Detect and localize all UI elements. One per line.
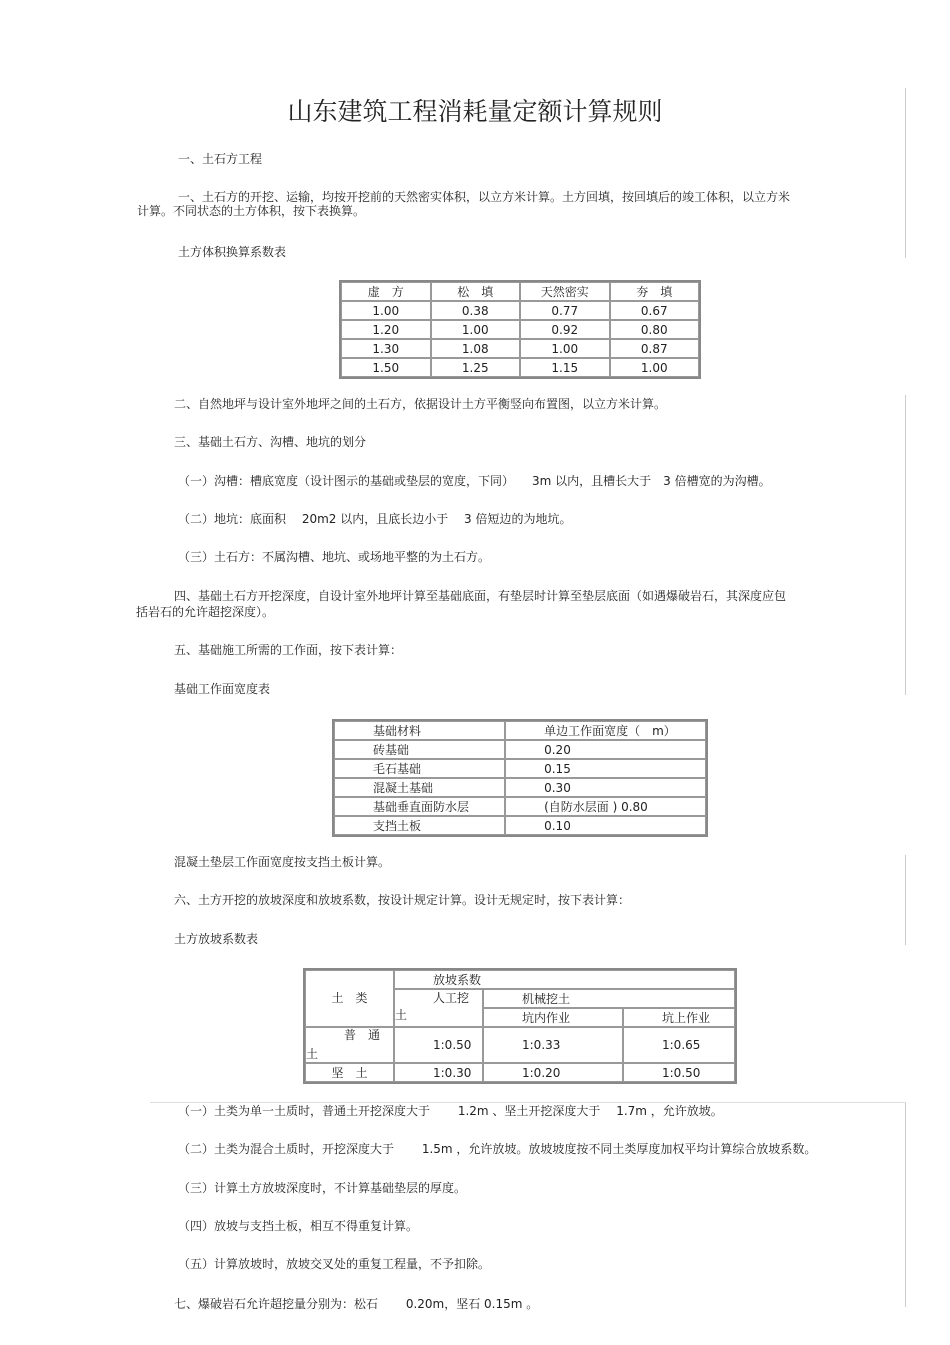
table-row: [305, 1027, 735, 1063]
table-header-cell: 坑上作业: [623, 1008, 735, 1027]
header-text: 人工挖: [433, 991, 470, 1005]
table-cell: 0.67: [610, 301, 700, 320]
table-header-cell: 夯 填: [610, 282, 700, 301]
paragraph: （二）地坑：底面积 20m2 以内，且底长边小于 3 倍短边的为地坑。: [178, 512, 572, 526]
paragraph: （四）放坡与支挡土板，相互不得重复计算。: [178, 1219, 419, 1233]
table-row: [341, 358, 699, 377]
paragraph: （五）计算放坡时，放坡交叉处的重复工程量，不予扣除。: [178, 1257, 491, 1271]
paragraph: （一）土类为单一土质时，普通土开挖深度大于 1.2m 、坚土开挖深度大于 1.7m ，允许放坡。: [178, 1104, 723, 1118]
table-header-cell: 机械挖土: [483, 989, 735, 1008]
table-cell: 支挡土板: [334, 816, 505, 835]
paragraph: 一、土石方的开挖、运输，均按开挖前的天然密实体积，以立方米计算。土方回填，按回填后的竣工体积，以立方米: [178, 190, 791, 204]
paragraph: 二、自然地坪与设计室外地坪之间的土石方，依据设计土方平衡竖向布置图，以立方米计算。: [174, 397, 667, 411]
table-cell: 1.08: [431, 339, 521, 358]
paragraph: （二）土类为混合土质时，开挖深度大于 1.5m ，允许放坡。放坡坡度按不同土类厚度加权平均计算综合放坡系数。: [178, 1142, 817, 1156]
paragraph: 四、基础土石方开挖深度，自设计室外地坪计算至基础底面，有垫层时计算至垫层底面（如遇爆破岩石，其深度应包: [174, 589, 787, 603]
table-cell: 毛石基础: [334, 759, 505, 778]
page-edge-line: [905, 1102, 906, 1307]
paragraph: 括岩石的允许超挖深度）。: [136, 605, 275, 619]
table-cell: 0.77: [520, 301, 610, 320]
table-cell: 1.15: [520, 358, 610, 377]
table-cell: 1.00: [341, 301, 431, 320]
table-cell: 1:0.65: [623, 1027, 735, 1063]
paragraph: 计算。不同状态的土方体积，按下表换算。: [137, 204, 366, 218]
header-text: 土: [395, 1008, 408, 1022]
cell-text: 普 通: [344, 1028, 381, 1042]
table-cell: 1:0.33: [483, 1027, 623, 1063]
table-cell: 1.00: [431, 320, 521, 339]
paragraph: 五、基础施工所需的工作面，按下表计算：: [174, 643, 403, 657]
table-header-cell: 松 填: [431, 282, 521, 301]
paragraph: （三）计算土方放坡深度时，不计算基础垫层的厚度。: [178, 1181, 467, 1195]
table-row: [341, 320, 699, 339]
page-edge-line: [905, 855, 906, 945]
table-cell: 0.92: [520, 320, 610, 339]
table-header-cell: 坑内作业: [483, 1008, 623, 1027]
table-row: [334, 778, 706, 797]
table-cell: (自防水层面 ) 0.80: [505, 797, 706, 816]
table-header-cell: 天然密实: [520, 282, 610, 301]
table-cell: 1.00: [610, 358, 700, 377]
table-row: [334, 740, 706, 759]
volume-conversion-table: [339, 280, 701, 379]
table-caption: 土方体积换算系数表: [178, 245, 287, 259]
work-surface-width-table: [332, 719, 708, 837]
table-header-row: [334, 721, 706, 740]
paragraph: （一）沟槽：槽底宽度（设计图示的基础或垫层的宽度，下同） 3m 以内，且槽长大于 3 倍槽宽的为沟槽。: [178, 474, 771, 488]
table-cell: 0.38: [431, 301, 521, 320]
table-caption: 土方放坡系数表: [174, 932, 259, 946]
table-cell: 1:0.50: [394, 1027, 483, 1063]
paragraph: 六、土方开挖的放坡深度和放坡系数，按设计规定计算。设计无规定时，按下表计算：: [174, 893, 631, 907]
table-cell: 1.30: [341, 339, 431, 358]
cell-text: 土: [306, 1047, 319, 1061]
table-cell: 基础垂直面防水层: [334, 797, 505, 816]
table-cell: 砖基础: [334, 740, 505, 759]
table-cell: 混凝土基础: [334, 778, 505, 797]
table-row: [341, 301, 699, 320]
table-cell: 坚 土: [305, 1063, 394, 1082]
table-cell: 0.30: [505, 778, 706, 797]
table-cell: 0.10: [505, 816, 706, 835]
table-cell: [305, 1027, 394, 1063]
table-header-cell: [394, 989, 483, 1027]
section-heading: 一、土石方工程: [178, 152, 263, 166]
table-row: [305, 1063, 735, 1082]
table-row: [341, 339, 699, 358]
paragraph: 三、基础土石方、沟槽、地坑的划分: [174, 435, 367, 449]
table-cell: 0.80: [610, 320, 700, 339]
table-row: [334, 816, 706, 835]
table-cell: 1:0.20: [483, 1063, 623, 1082]
table-cell: 0.20: [505, 740, 706, 759]
page-edge-line: [905, 395, 906, 695]
paragraph: （三）土石方：不属沟槽、地坑、或场地平整的为土石方。: [178, 550, 491, 564]
table-cell: 1:0.50: [623, 1063, 735, 1082]
table-header-cell: 放坡系数: [394, 970, 735, 989]
table-header-row: [341, 282, 699, 301]
table-header-row: [305, 989, 735, 1008]
table-header-cell: 虚 方: [341, 282, 431, 301]
table-row: [334, 797, 706, 816]
table-cell: 1.00: [520, 339, 610, 358]
table-header-cell: [305, 970, 394, 989]
slope-coefficient-table: [303, 968, 737, 1084]
table-cell: 0.15: [505, 759, 706, 778]
paragraph: 混凝土垫层工作面宽度按支挡土板计算。: [174, 855, 391, 869]
table-header-cell: 单边工作面宽度（ m）: [505, 721, 706, 740]
paragraph: 七、爆破岩石允许超挖量分别为：松石 0.20m，坚石 0.15m 。: [174, 1297, 539, 1311]
table-row: [334, 759, 706, 778]
table-cell: 1.50: [341, 358, 431, 377]
table-cell: 0.87: [610, 339, 700, 358]
table-header-row: [305, 970, 735, 989]
table-caption: 基础工作面宽度表: [174, 682, 271, 696]
table-header-cell: 基础材料: [334, 721, 505, 740]
table-cell: 1:0.30: [394, 1063, 483, 1082]
table-header-cell: 土 类: [305, 989, 394, 1027]
table-cell: 1.20: [341, 320, 431, 339]
table-cell: 1.25: [431, 358, 521, 377]
page-title: 山东建筑工程消耗量定额计算规则: [287, 97, 663, 126]
